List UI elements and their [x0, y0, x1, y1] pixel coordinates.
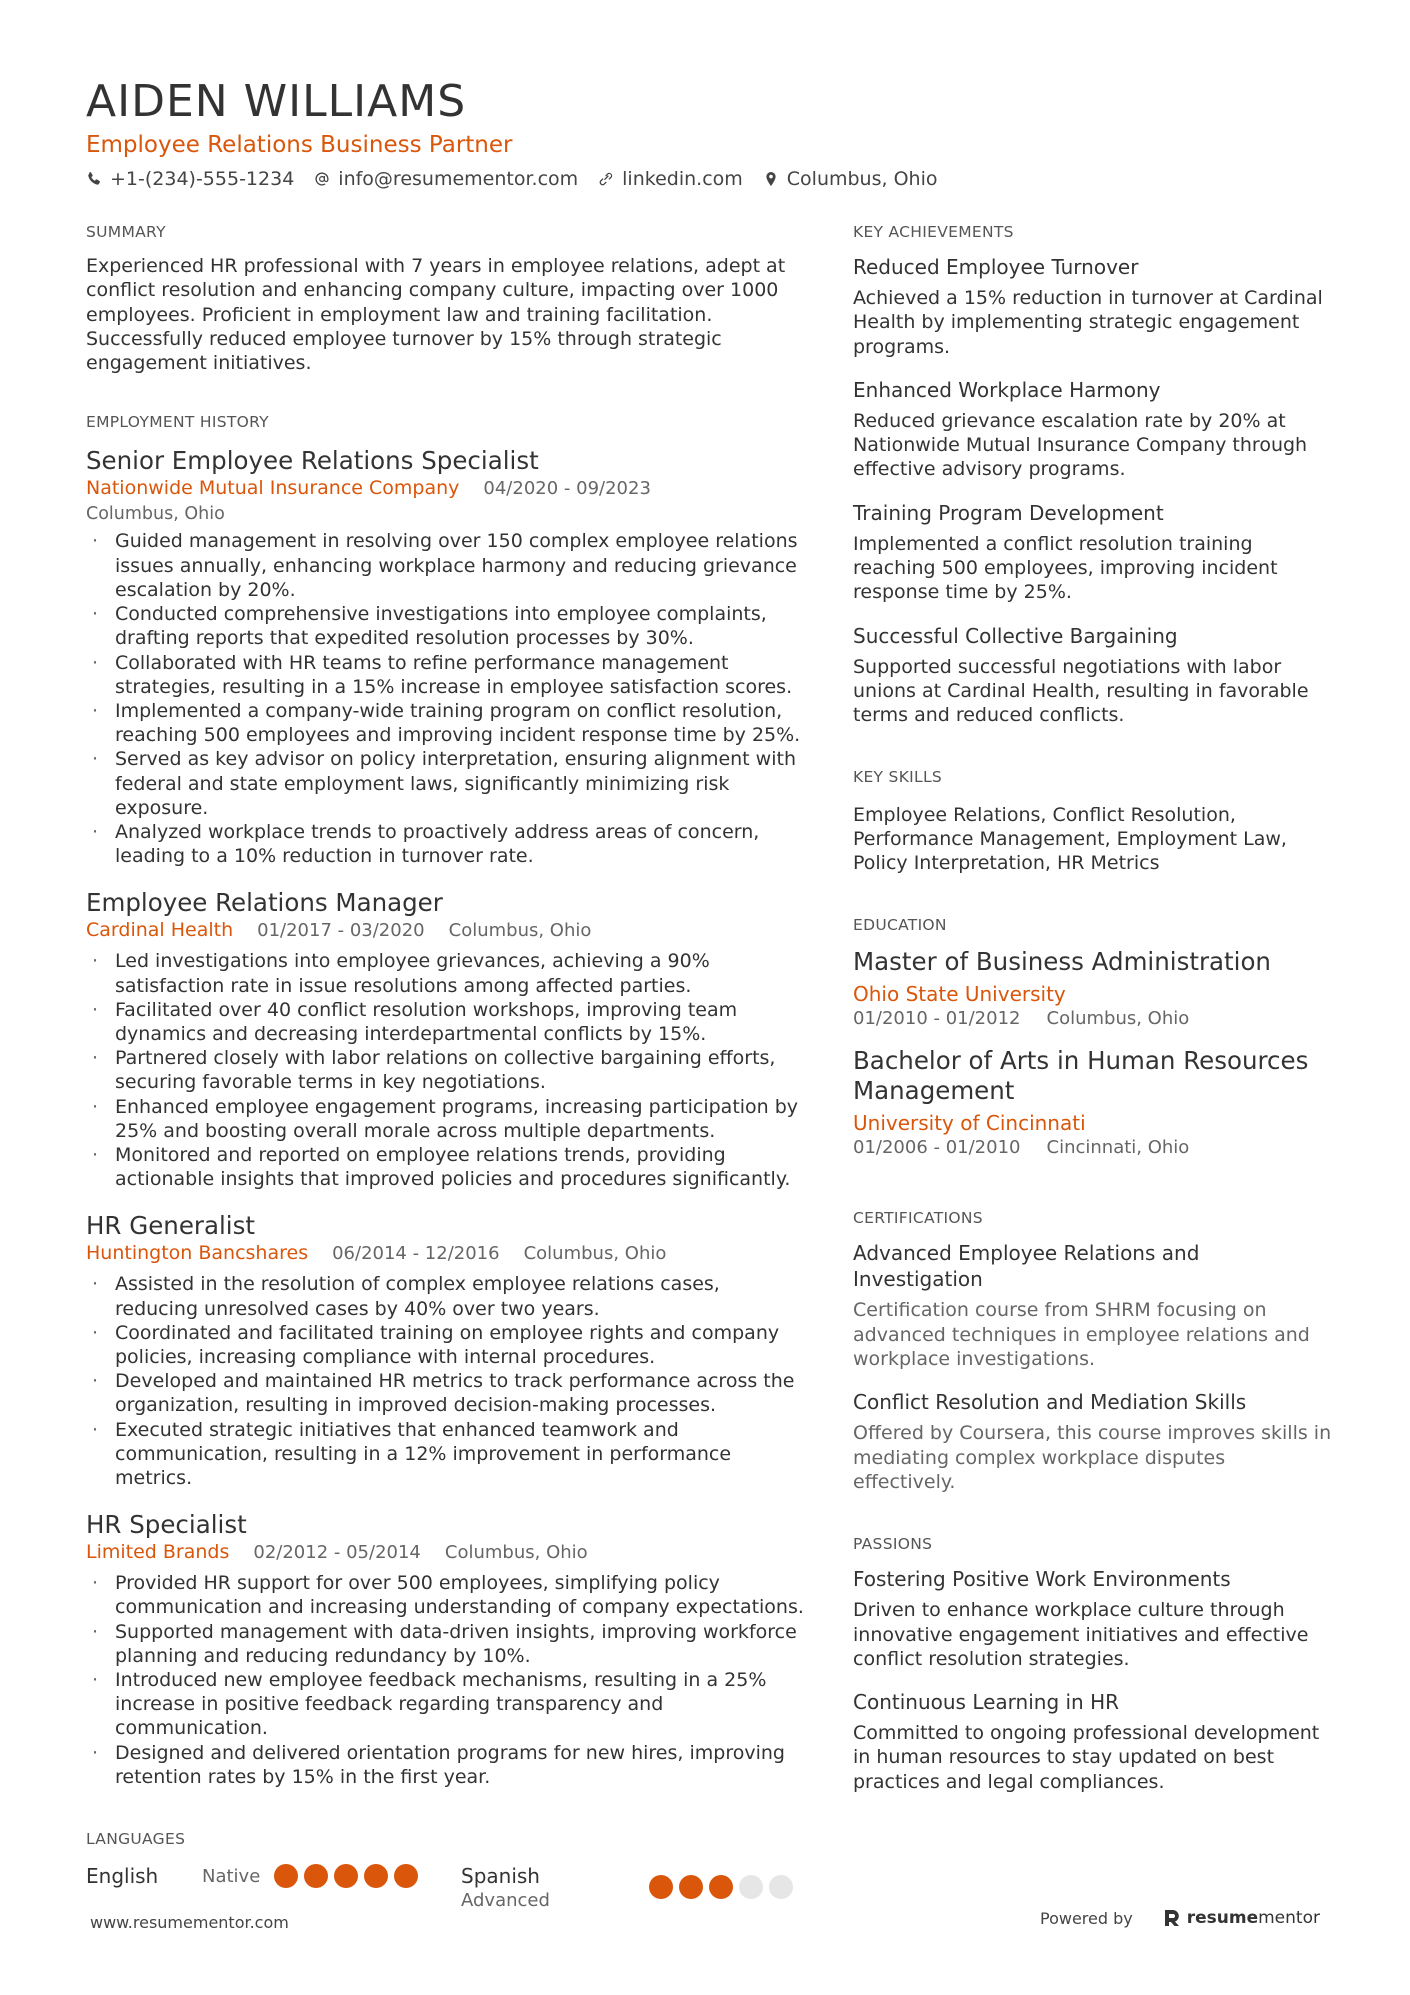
job-meta	[86, 476, 806, 501]
achievement-item	[853, 377, 1333, 482]
achievement-title: Successful Collective Bargaining	[853, 623, 1178, 648]
job-bullet: · Enhanced employee engagement programs, increasing participation by 25% and boosting overall morale across multiple departments.	[86, 1095, 806, 1143]
passions-section	[853, 1534, 1333, 1794]
job-bullet: · Monitored and reported on employee relations trends, providing actionable insights that improved policies and procedures significantly.	[86, 1143, 806, 1191]
rating-dot-filled	[364, 1864, 388, 1888]
rating-dot-filled	[274, 1864, 298, 1888]
rating-dot-empty	[769, 1875, 793, 1899]
section-title-languages: LANGUAGES	[86, 1830, 186, 1849]
candidate-name: AIDEN WILLIAMS	[86, 76, 467, 127]
rating-dot-filled	[334, 1864, 358, 1888]
education-item	[853, 947, 1333, 1031]
section-title-education: EDUCATION	[853, 916, 947, 935]
education-location: Cincinnati, Ohio	[1046, 1137, 1190, 1159]
job-entry	[86, 446, 806, 868]
powered-by-label: Powered by	[1040, 1908, 1133, 1928]
passion-desc: Committed to ongoing professional development in human resources to stay updated on best practices and legal compliances.	[853, 1722, 1320, 1793]
job-bullet: · Facilitated over 40 conflict resolution workshops, improving team dynamics and decreasing interdepartmental conflicts by 15%.	[86, 998, 806, 1046]
certifications-section	[853, 1208, 1333, 1494]
right-column	[853, 222, 1333, 1794]
job-title: HR Specialist	[86, 1510, 247, 1540]
job-entry	[86, 888, 806, 1191]
language-item	[461, 1863, 799, 1913]
job-bullet: · Served as key advisor on policy interpretation, ensuring alignment with federal and state employment laws, significantly minimizing risk exposure.	[86, 747, 806, 820]
job-location: Columbus, Ohio	[86, 504, 225, 525]
education-meta	[853, 1007, 1333, 1031]
education-meta	[853, 1136, 1333, 1160]
job-location: Columbus, Ohio	[448, 920, 592, 942]
education-degree: Master of Business Administration	[853, 947, 1271, 977]
language-rating	[274, 1864, 424, 1888]
education-item	[853, 1046, 1333, 1160]
job-bullet: · Partnered closely with labor relations on collective bargaining efforts, securing favorable terms in key negotiations.	[86, 1046, 806, 1094]
job-bullets	[86, 1571, 806, 1789]
job-bullet: · Assisted in the resolution of complex employee relations cases, reducing unresolved cases by 40% over two years.	[86, 1272, 806, 1320]
certification-item	[853, 1389, 1333, 1494]
brand-logo[interactable]	[1163, 1908, 1320, 1928]
job-entry	[86, 1510, 806, 1789]
rating-dot-empty	[739, 1875, 763, 1899]
job-bullet: · Led investigations into employee grievances, achieving a 90% satisfaction rate in issue resolutions among affected parties.	[86, 949, 806, 997]
certification-desc: Offered by Coursera, this course improves skills in mediating complex workplace disputes effectively.	[853, 1422, 1332, 1493]
employment-section	[86, 412, 806, 1789]
language-item	[86, 1863, 461, 1889]
passion-title: Continuous Learning in HR	[853, 1690, 1120, 1715]
achievement-title: Training Program Development	[853, 500, 1164, 525]
contact-location	[763, 166, 938, 192]
language-rating	[649, 1875, 799, 1899]
education-section	[853, 915, 1333, 1160]
phone-text: +1-(234)-555-1234	[110, 168, 295, 190]
footer-powered	[1040, 1908, 1320, 1928]
education-dates: 01/2010 - 01/2012	[853, 1008, 1021, 1030]
job-bullets	[86, 949, 806, 1191]
skills-section	[853, 767, 1333, 876]
contact-linkedin[interactable]	[598, 166, 743, 192]
contact-email[interactable]	[314, 166, 578, 192]
education-school: Ohio State University	[853, 982, 1066, 1007]
job-dates: 04/2020 - 09/2023	[483, 478, 651, 500]
certification-desc: Certification course from SHRM focusing on advanced techniques in employee relations and workplace investigations.	[853, 1299, 1310, 1371]
footer-website[interactable]: www.resumementor.com	[90, 1913, 289, 1932]
passion-title: Fostering Positive Work Environments	[853, 1567, 1231, 1592]
job-company: Cardinal Health	[86, 919, 234, 942]
job-bullet: · Designed and delivered orientation programs for new hires, improving retention rates by 15% in the first year.	[86, 1741, 806, 1789]
rating-dot-filled	[394, 1864, 418, 1888]
achievement-desc: Achieved a 15% reduction in turnover at Cardinal Health by implementing strategic engagement programs.	[853, 287, 1323, 358]
language-level: Advanced	[461, 1890, 550, 1912]
achievement-desc: Implemented a conflict resolution training reaching 500 employees, improving incident response time by 25%.	[853, 532, 1278, 604]
section-title-passions: PASSIONS	[853, 1535, 933, 1554]
job-dates: 01/2017 - 03/2020	[257, 920, 425, 942]
job-company: Limited Brands	[86, 1541, 230, 1564]
job-meta	[86, 918, 806, 943]
job-bullet: · Conducted comprehensive investigations into employee complaints, drafting reports that expedited resolution processes by 30%.	[86, 602, 806, 650]
job-dates: 02/2012 - 05/2014	[253, 1542, 421, 1564]
linkedin-text: linkedin.com	[622, 168, 743, 190]
job-location: Columbus, Ohio	[523, 1243, 667, 1265]
passion-desc: Driven to enhance workplace culture through innovative engagement initiatives and effective conflict resolution strategies.	[853, 1599, 1309, 1670]
achievements-section	[853, 222, 1333, 728]
job-bullets	[86, 1272, 806, 1490]
section-title-employment: EMPLOYMENT HISTORY	[86, 413, 269, 432]
achievement-item	[853, 623, 1333, 728]
job-title: Senior Employee Relations Specialist	[86, 446, 539, 476]
brand-mark-icon	[1163, 1908, 1181, 1928]
education-degree: Bachelor of Arts in Human Resources Management	[853, 1046, 1309, 1106]
job-location: Columbus, Ohio	[444, 1542, 588, 1564]
job-bullet: · Supported management with data-driven insights, improving workforce planning and reducing redundancy by 10%.	[86, 1620, 806, 1668]
job-meta	[86, 1540, 806, 1565]
certification-title: Conflict Resolution and Mediation Skills	[853, 1390, 1247, 1415]
job-title: Employee Relations Manager	[86, 888, 443, 918]
achievement-item	[853, 254, 1333, 359]
job-bullet: · Analyzed workplace trends to proactively address areas of concern, leading to a 10% reduction in turnover rate.	[86, 820, 806, 868]
rating-dot-filled	[649, 1875, 673, 1899]
job-meta	[86, 1241, 806, 1266]
job-entry	[86, 1211, 806, 1490]
phone-icon	[86, 171, 102, 187]
link-icon	[598, 171, 614, 187]
rating-dot-filled	[304, 1864, 328, 1888]
section-title-certifications: CERTIFICATIONS	[853, 1209, 983, 1228]
achievement-desc: Reduced grievance escalation rate by 20% at Nationwide Mutual Insurance Company through effective advisory programs.	[853, 409, 1308, 481]
left-column	[86, 222, 806, 1913]
summary-section	[86, 222, 806, 375]
job-company: Nationwide Mutual Insurance Company	[86, 477, 460, 500]
languages-section	[86, 1829, 806, 1913]
achievement-title: Enhanced Workplace Harmony	[853, 377, 1161, 402]
job-bullet: · Developed and maintained HR metrics to track performance across the organization, resulting in improved decision-making processes.	[86, 1369, 806, 1417]
passion-item	[853, 1689, 1333, 1794]
email-text: info@resumementor.com	[338, 168, 579, 190]
passion-item	[853, 1566, 1333, 1671]
job-title: HR Generalist	[86, 1211, 255, 1241]
job-bullet: · Introduced new employee feedback mechanisms, resulting in a 25% increase in positive feedback regarding transparency and communication.	[86, 1668, 806, 1741]
summary-text: Experienced HR professional with 7 years in employee relations, adept at conflict resolution and enhancing company culture, impacting over 1000 employees. Proficient in employment law and training facilitation. Successfully reduced employee turnover by 15% through strategic engagement initiatives.	[86, 255, 786, 375]
brand-bold: resume	[1186, 1908, 1259, 1928]
job-bullet: · Collaborated with HR teams to refine performance management strategies, resulting in a 15% increase in employee satisfaction scores.	[86, 651, 806, 699]
job-bullet: · Guided management in resolving over 150 complex employee relations issues annually, enhancing workplace harmony and reducing grievance escalation by 20%.	[86, 529, 806, 602]
job-bullet: · Coordinated and facilitated training on employee rights and company policies, increasing compliance with internal procedures.	[86, 1321, 806, 1369]
skills-text: Employee Relations, Conflict Resolution, Performance Management, Employment Law, Policy Interpretation, HR Metrics	[853, 803, 1287, 875]
rating-dot-filled	[679, 1875, 703, 1899]
location-pin-icon	[763, 171, 779, 187]
certification-item	[853, 1240, 1333, 1371]
achievement-item	[853, 500, 1333, 605]
certification-title: Advanced Employee Relations and Investigation	[853, 1241, 1200, 1292]
job-bullet: · Implemented a company-wide training program on conflict resolution, reaching 500 employees and improving incident response time by 25%.	[86, 699, 806, 747]
achievement-desc: Supported successful negotiations with labor unions at Cardinal Health, resulting in favorable terms and reduced conflicts.	[853, 655, 1309, 727]
contact-phone[interactable]	[86, 166, 294, 192]
education-school: University of Cincinnati	[853, 1111, 1086, 1136]
contact-bar	[86, 166, 1326, 192]
education-location: Columbus, Ohio	[1046, 1008, 1190, 1030]
language-name: English	[86, 1864, 159, 1889]
languages-row	[86, 1863, 806, 1913]
section-title-summary: SUMMARY	[86, 223, 166, 241]
job-bullet: · Provided HR support for over 500 employees, simplifying policy communication and increasing understanding of company expectations.	[86, 1571, 806, 1619]
language-level: Native	[202, 1866, 261, 1888]
section-title-skills: KEY SKILLS	[853, 767, 943, 786]
job-dates: 06/2014 - 12/2016	[332, 1243, 500, 1265]
brand-rest: mentor	[1258, 1908, 1320, 1928]
job-company: Huntington Bancshares	[86, 1242, 309, 1265]
achievement-title: Reduced Employee Turnover	[853, 255, 1139, 279]
rating-dot-filled	[709, 1875, 733, 1899]
candidate-role: Employee Relations Business Partner	[86, 132, 513, 158]
section-title-achievements: KEY ACHIEVEMENTS	[853, 223, 1014, 241]
job-bullet: · Executed strategic initiatives that enhanced teamwork and communication, resulting in a 12% improvement in performance metrics.	[86, 1418, 806, 1491]
at-sign-icon	[314, 171, 330, 187]
language-label-group	[461, 1863, 649, 1913]
job-bullets	[86, 529, 806, 868]
education-dates: 01/2006 - 01/2010	[853, 1137, 1021, 1159]
language-name: Spanish	[461, 1864, 540, 1889]
resume-header	[86, 76, 1326, 192]
location-text: Columbus, Ohio	[786, 168, 938, 190]
